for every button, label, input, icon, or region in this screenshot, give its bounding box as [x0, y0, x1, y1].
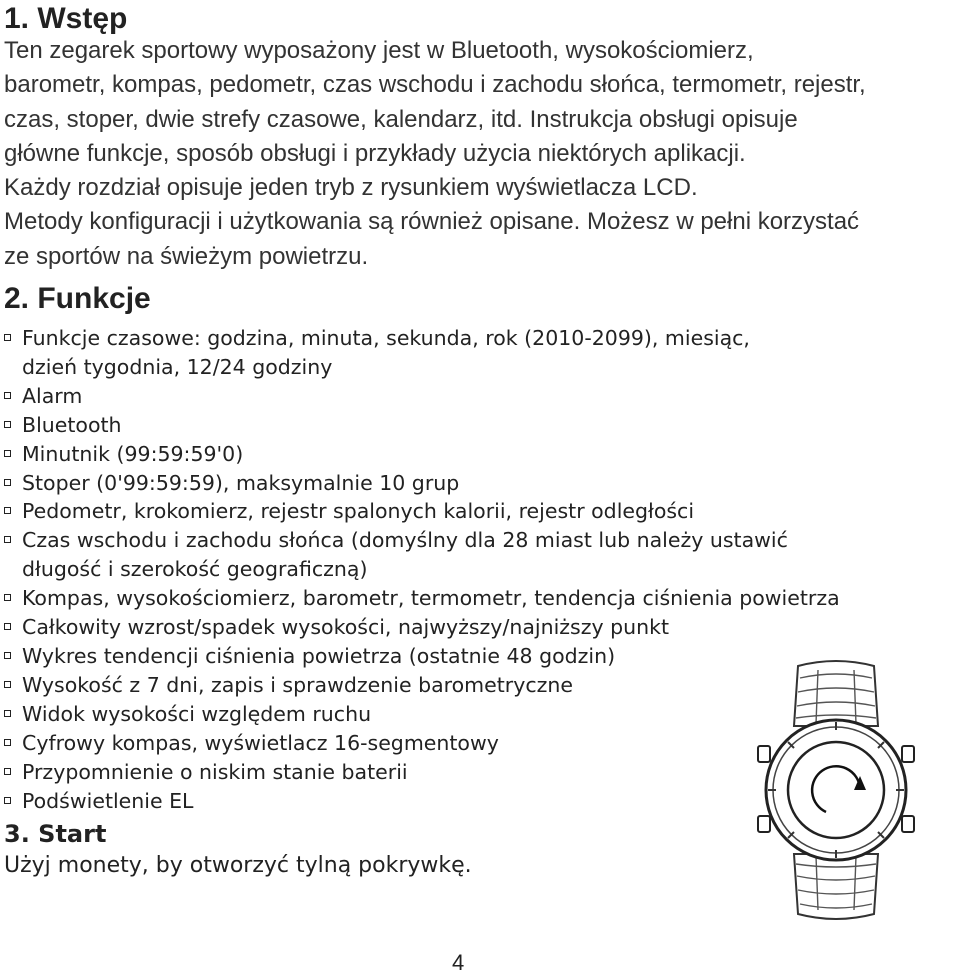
intro-line: Metody konfiguracji i użytkowania są również opisane. Możesz w pełni korzystać [4, 208, 860, 236]
section-heading-intro: 1. Wstęp [4, 2, 128, 35]
section-heading-start: 3. Start [4, 820, 107, 848]
feature-item [4, 613, 954, 642]
start-instruction: Użyj monety, by otworzyć tylną pokrywkę. [4, 853, 472, 878]
feature-text: dzień tygodnia, 12/24 godziny [22, 354, 333, 379]
square-bullet-icon [4, 797, 11, 804]
feature-text: Funkcje czasowe: godzina, minuta, sekunda, rok (2010-2099), miesiąc, [22, 326, 750, 350]
square-bullet-icon [4, 681, 11, 688]
feature-text: Kompas, wysokościomierz, barometr, termometr, tendencja ciśnienia powietrza [22, 586, 840, 611]
square-bullet-icon [4, 623, 11, 630]
square-bullet-icon [4, 594, 11, 601]
feature-text: Bluetooth [22, 412, 122, 437]
feature-item [4, 382, 954, 411]
feature-text: Pedometr, krokomierz, rejestr spalonych kalorii, rejestr odległości [22, 499, 695, 524]
feature-text: Minutnik (99:59:59'0) [22, 441, 244, 466]
watch-display [788, 742, 884, 838]
intro-line: barometr, kompas, pedometr, czas wschodu i zachodu słońca, termometr, rejestr, [4, 71, 866, 99]
feature-item [4, 497, 954, 526]
feature-text: Alarm [22, 383, 83, 408]
feature-item [4, 440, 954, 469]
intro-line: ze sportów na świeżym powietrzu. [4, 242, 369, 270]
button-top-right [902, 746, 914, 762]
intro-line: czas, stoper, dwie strefy czasowe, kalendarz, itd. Instrukcja obsługi opisuje [4, 105, 798, 133]
square-bullet-icon [4, 450, 11, 457]
feature-text: Całkowity wzrost/spadek wysokości, najwyższy/najniższy punkt [22, 615, 670, 640]
feature-text: długość i szerokość geograficzną) [22, 557, 368, 582]
square-bullet-icon [4, 392, 11, 399]
button-top-left [758, 746, 770, 762]
square-bullet-icon [4, 710, 11, 717]
feature-item [4, 324, 954, 382]
section-heading-features: 2. Funkcje [4, 282, 151, 315]
button-bottom-left [758, 816, 770, 832]
feature-item [4, 584, 954, 613]
sports-watch-illustration [756, 658, 916, 920]
feature-text: Czas wschodu i zachodu słońca (domyślny dla 28 miast lub należy ustawić [22, 528, 788, 553]
intro-line: Ten zegarek sportowy wyposażony jest w Bluetooth, wysokościomierz, [4, 37, 754, 64]
square-bullet-icon [4, 421, 11, 428]
feature-item [4, 526, 954, 584]
feature-item [4, 469, 954, 498]
feature-text: Wykres tendencji ciśnienia powietrza (ostatnie 48 godzin) [22, 643, 616, 668]
button-bottom-right [902, 816, 914, 832]
page-number: 4 [452, 950, 465, 975]
intro-line: Każdy rozdział opisuje jeden tryb z rysunkiem wyświetlacza LCD. [4, 174, 698, 202]
intro-paragraph [4, 34, 954, 274]
feature-text: Przypomnienie o niskim stanie baterii [22, 759, 408, 784]
square-bullet-icon [4, 479, 11, 486]
square-bullet-icon [4, 334, 11, 341]
feature-text: Cyfrowy kompas, wyświetlacz 16-segmentowy [22, 730, 499, 755]
feature-text: Widok wysokości względem ruchu [22, 701, 372, 726]
square-bullet-icon [4, 507, 11, 514]
square-bullet-icon [4, 536, 11, 543]
feature-text: Podświetlenie EL [22, 788, 194, 813]
feature-text: Stoper (0'99:59:59), maksymalnie 10 grup [22, 470, 460, 495]
strap-bottom [794, 854, 878, 919]
intro-line: główne funkcje, sposób obsługi i przykłady użycia niektórych aplikacji. [4, 139, 746, 167]
feature-text: Wysokość z 7 dni, zapis i sprawdzenie barometryczne [22, 672, 573, 697]
square-bullet-icon [4, 768, 11, 775]
feature-item [4, 411, 954, 440]
square-bullet-icon [4, 652, 11, 659]
square-bullet-icon [4, 739, 11, 746]
